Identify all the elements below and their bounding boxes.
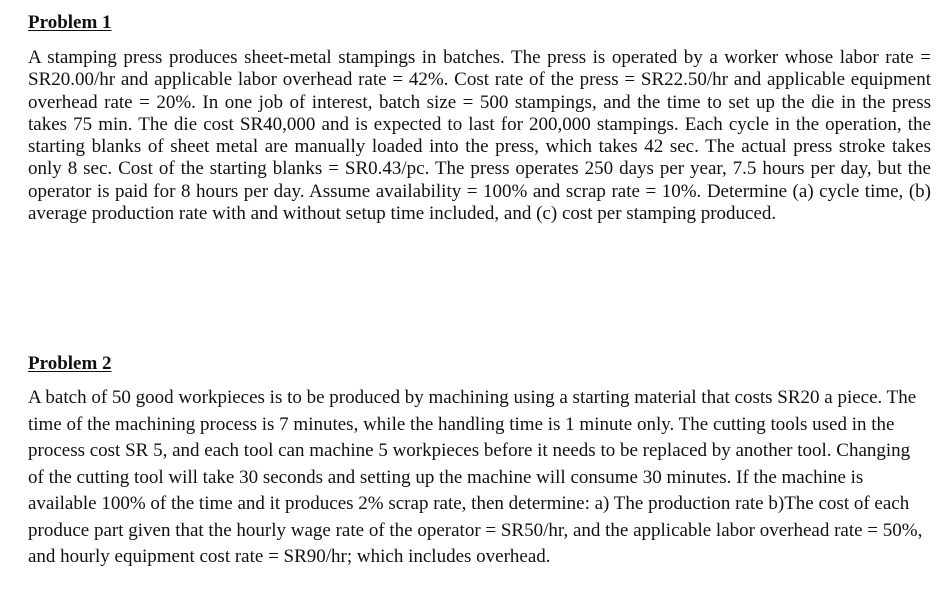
problem-1-heading: Problem 1: [28, 12, 112, 33]
problem-2-heading: Problem 2: [28, 353, 112, 374]
problem-2-text: A batch of 50 good workpieces is to be produced by machining using a starting material that costs SR20 a piece. The time of the machining process is 7 minutes, while the handling time is 1 minute only. The cutting tools used in the process cost SR 5, and each tool can machine 5 workpieces before it needs to be replaced by another tool. Changing of the cutting tool will take 30 seconds and setting up the machine will consume 30 minutes. If the machine is available 100% of the time and it produces 2% scrap rate, then determine: a) The production rate b)The cost of each produce part given that the hourly wage rate of the operator = SR50/hr, and the applicable labor overhead rate = 50%, and hourly equipment cost rate = SR90/hr; which includes overhead.: [28, 387, 923, 567]
problem-1-text: A stamping press produces sheet-metal stampings in batches. The press is operated by a worker whose labor rate = SR20.00/hr and applicable labor overhead rate = 42%. Cost rate of the press = SR22.50/hr and applicable equipment overhead rate = 20%. In one job of interest, batch size = 500 stampings, and the time to set up the die in the press takes 75 min. The die cost SR40,000 and is expected to last for 200,000 stampings. Each cycle in the operation, the starting blanks of sheet metal are manually loaded into the press, which takes 42 sec. The actual press stroke takes only 8 sec. Cost of the starting blanks = SR0.43/pc. The press operates 250 days per year, 7.5 hours per day, but the operator is paid for 8 hours per day. Assume availability = 100% and scrap rate = 10%. Determine (a) cycle time, (b) average production rate with and without setup time included, and (c) cost per stamping produced.: [28, 47, 931, 225]
